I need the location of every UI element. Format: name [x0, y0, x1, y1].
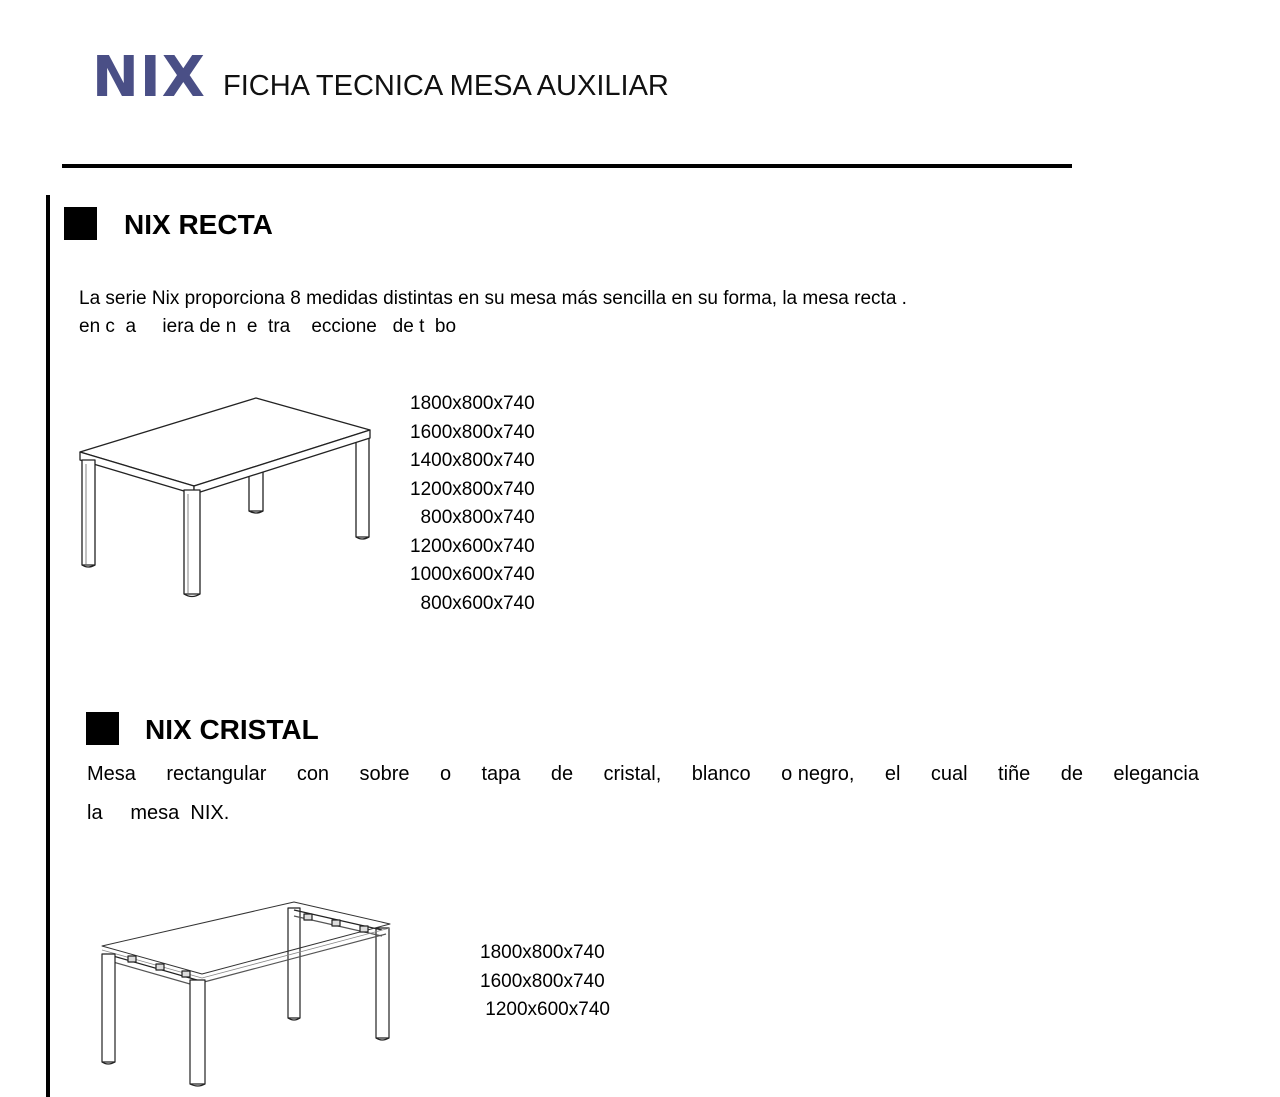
left-margin-rule	[46, 195, 50, 1097]
description-line: la mesa NIX.	[87, 802, 230, 824]
size-item: 1200x600x740	[410, 535, 535, 557]
size-item: 800x600x740	[410, 592, 535, 614]
description-line: La serie Nix proporciona 8 medidas distintas en su mesa más sencilla en su forma, la mesa recta .	[79, 288, 907, 309]
description-word: con	[296, 763, 330, 785]
document-title: FICHA TECNICA MESA AUXILIAR	[223, 70, 669, 102]
glass-table-drawing	[98, 898, 398, 1088]
description-word: sobre	[359, 763, 410, 785]
description-word: de	[550, 763, 574, 785]
size-item: 1000x600x740	[410, 564, 535, 585]
description-word: cual	[930, 763, 968, 785]
top-divider	[62, 164, 1072, 168]
description-line: en c a iera de n e tra eccione de t bo	[79, 316, 457, 337]
section-bullet	[86, 712, 119, 745]
size-item: 1800x800x740	[410, 393, 535, 414]
size-item: 1600x800x740	[480, 970, 605, 992]
description-word: blanco	[691, 763, 751, 785]
description-word: cristal,	[603, 763, 662, 785]
size-item: 1200x800x740	[410, 478, 535, 500]
description-word: Mesa	[87, 763, 136, 785]
section-title: NIX RECTA	[124, 209, 273, 240]
rectangular-table-drawing	[76, 394, 376, 600]
size-item: 1200x600x740	[480, 999, 610, 1020]
description-word: o negro,	[781, 763, 855, 785]
description-word: rectangular	[166, 763, 267, 785]
description-word: o	[439, 763, 452, 785]
description-word: tapa	[481, 763, 521, 785]
description-word: de	[1060, 763, 1083, 785]
size-item: 1600x800x740	[410, 421, 535, 443]
description-word: tiñe	[998, 763, 1031, 785]
size-item: 800x800x740	[410, 507, 535, 528]
section-bullet	[64, 207, 97, 240]
size-list	[480, 939, 610, 1025]
logo: NIX	[92, 45, 206, 110]
size-item: 1800x800x740	[480, 942, 605, 963]
size-list	[410, 390, 535, 618]
description-word: elegancia	[1113, 763, 1199, 785]
description-word: el	[884, 763, 901, 785]
size-item: 1400x800x740	[410, 450, 535, 471]
description-line-justified	[87, 764, 1199, 784]
section-title: NIX CRISTAL	[145, 714, 319, 745]
